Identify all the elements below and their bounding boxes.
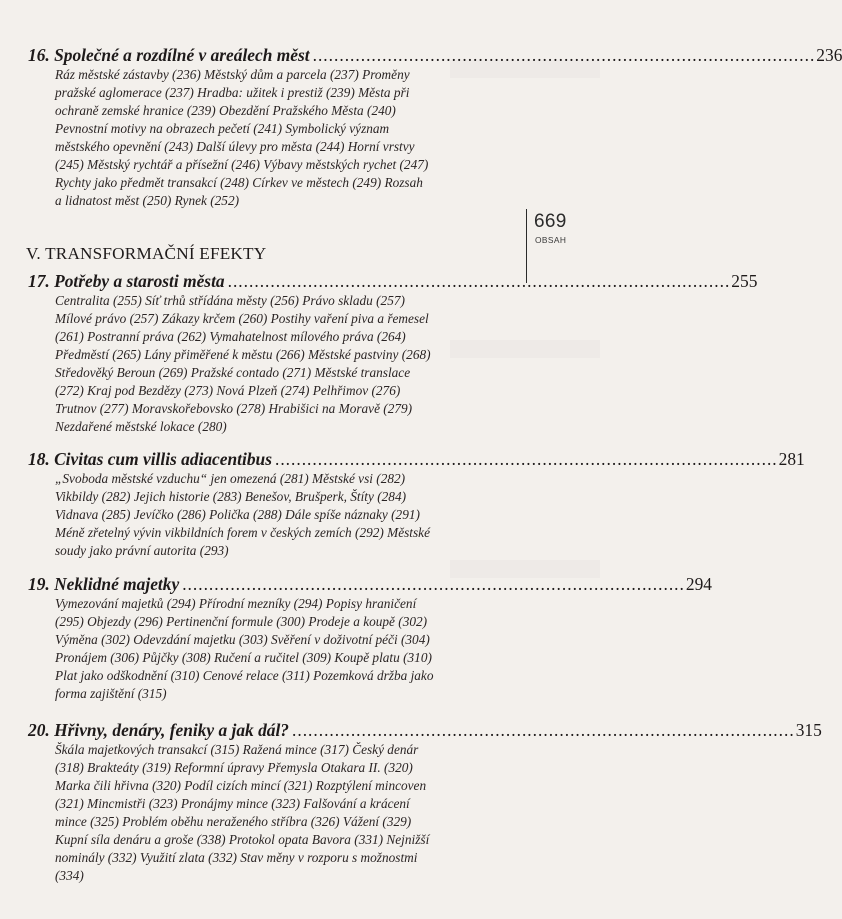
subtopic-line: Pevnostní motivy na obrazech pečetí (241) Symbolický význam <box>55 120 390 136</box>
subtopic-line: a lidnatost měst (250) Rynek (252) <box>55 192 240 208</box>
entry-title: 20. Hřivny, denáry, feniky a jak dál? <box>28 720 289 740</box>
entry-subtopics <box>55 470 512 560</box>
subtopic-line: Vymezování majetků (294) Přírodní mezníky (294) Popisy hraničení <box>55 596 417 611</box>
dot-leader: .............................................................................................. <box>312 45 816 65</box>
entry-page-number: 294 <box>685 574 712 594</box>
entry-heading <box>28 573 712 595</box>
entry-subtopics <box>55 595 512 703</box>
subtopic-line: Rychty jako předmět transakcí (248) Církev ve městech (249) Rozsah <box>55 174 423 190</box>
subtopic-line: forma zajištění (315) <box>55 685 167 701</box>
entry-heading <box>28 270 758 292</box>
entry-subtopics <box>55 741 512 885</box>
subtopic-line: Nezdařené městské lokace (280) <box>55 418 227 434</box>
toc-entry-16 <box>28 44 842 210</box>
page-section-label: OBSAH <box>535 235 567 245</box>
subtopic-line: nominály (332) Využití zlata (332) Stav měny v rozporu s možnostmi <box>55 849 418 865</box>
dot-leader: .............................................................................................. <box>182 574 685 594</box>
subtopic-line: (295) Objezdy (296) Pertinenční formule (300) Prodeje a koupě (302) <box>55 613 428 629</box>
entry-title: 16. Společné a rozdílné v areálech měst <box>28 45 310 65</box>
entry-heading <box>28 44 842 66</box>
subtopic-line: Vidnava (285) Jevíčko (286) Polička (288) Dále spíše náznaky (291) <box>55 506 420 522</box>
subtopic-line: mince (325) Problém oběhu neraženého stříbra (326) Vážení (329) <box>55 813 412 829</box>
subtopic-line: (261) Postranní práva (262) Vymahatelnost mílového práva (264) <box>55 328 406 344</box>
subtopic-line: městského opevnění (243) Další úlevy pro města (244) Horní vrstvy <box>55 138 415 154</box>
subtopic-line: (318) Brakteáty (319) Reformní úpravy Přemysla Otakara II. (320) <box>55 759 413 775</box>
subtopic-line: Škála majetkových transakcí (315) Ražená mince (317) Český denár <box>55 742 419 757</box>
subtopic-line: Ráz městské zástavby (236) Městský dům a parcela (237) Proměny <box>55 67 410 82</box>
part-heading: V. TRANSFORMAČNÍ EFEKTY <box>26 244 267 263</box>
subtopic-line: (334) <box>55 867 84 883</box>
entry-page-number: 255 <box>731 271 758 291</box>
subtopic-line: Pronájem (306) Půjčky (308) Ručení a ručitel (309) Koupě platu (310) <box>55 649 432 665</box>
toc-entry-18 <box>28 448 805 560</box>
subtopic-line: pražské aglomerace (237) Hradba: užitek i prestiž (239) Města při <box>55 84 410 100</box>
subtopic-line: soudy jako právní autorita (293) <box>55 542 229 558</box>
entry-subtopics <box>55 292 512 436</box>
dot-leader: .............................................................................................. <box>292 720 795 740</box>
dot-leader: .............................................................................................. <box>227 271 731 291</box>
entry-page-number: 236 <box>816 45 842 65</box>
subtopic-line: „Svoboda městské vzduchu“ jen omezená (281) Městské vsi (282) <box>55 471 406 486</box>
toc-entry-17 <box>28 270 758 436</box>
dot-leader: .............................................................................................. <box>274 449 778 469</box>
subtopic-line: Mílové právo (257) Zákazy krčem (260) Postihy vaření piva a řemesel <box>55 310 429 326</box>
page-number: 669 <box>534 211 567 232</box>
entry-heading <box>28 719 822 741</box>
subtopic-line: Marka čili hřivna (320) Podíl cizích mincí (321) Rozptýlení mincoven <box>55 777 427 793</box>
subtopic-line: (272) Kraj pod Bezdězy (273) Nová Plzeň (274) Pelhřimov (276) <box>55 382 401 398</box>
toc-entry-19 <box>28 573 712 703</box>
subtopic-line: (245) Městský rychtář a přísežní (246) Výbavy městských rychet (247) <box>55 156 429 172</box>
subtopic-line: Méně zřetelný vývin vikbildních forem v českých zemích (292) Městské <box>55 524 430 540</box>
subtopic-line: Středověký Beroun (269) Pražské contado (271) Městské translace <box>55 364 411 380</box>
entry-page-number: 315 <box>795 720 822 740</box>
entry-title: 19. Neklidné majetky <box>28 574 180 594</box>
entry-subtopics <box>55 66 512 210</box>
subtopic-line: Kupní síla denáru a groše (338) Protokol opata Bavora (331) Nejnižší <box>55 831 430 847</box>
subtopic-line: ochraně zemské hranice (239) Obezdění Pražského Města (240) <box>55 102 396 118</box>
subtopic-line: Centralita (255) Síť trhů střídána městy (256) Právo skladu (257) <box>55 293 405 308</box>
entry-heading <box>28 448 805 470</box>
subtopic-line: Výměna (302) Odevzdání majetku (303) Svěření v doživotní péči (304) <box>55 631 430 647</box>
entry-title: 18. Civitas cum villis adiacentibus <box>28 449 272 469</box>
subtopic-line: (321) Mincmistři (323) Pronájmy mince (323) Falšování a krácení <box>55 795 410 811</box>
entry-page-number: 281 <box>778 449 805 469</box>
subtopic-line: Plat jako odškodnění (310) Cenové relace (311) Pozemková držba jako <box>55 667 434 683</box>
subtopic-line: Předměstí (265) Lány přiměřené k městu (266) Městské pastviny (268) <box>55 346 431 362</box>
entry-title: 17. Potřeby a starosti města <box>28 271 225 291</box>
toc-entry-20 <box>28 719 822 885</box>
subtopic-line: Vikbildy (282) Jejich historie (283) Benešov, Brušperk, Štíty (284) <box>55 488 407 504</box>
subtopic-line: Trutnov (277) Moravskořebovsko (278) Hrabišici na Moravě (279) <box>55 400 413 416</box>
